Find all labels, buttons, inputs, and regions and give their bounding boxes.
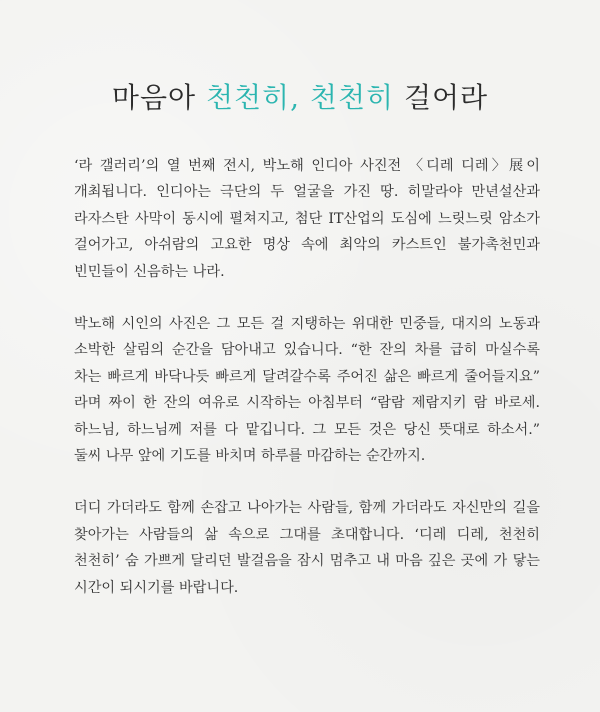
page-title — [0, 76, 600, 116]
paragraph-invitation: 더디 가더라도 함께 손잡고 나아가는 사람들, 함께 가더라도 자신만의 길을 찾아가는 사람들의 삶 속으로 그대를 초대합니다. ‘디레 디레, 천천히 천천히’ 숨 가쁘게 달리던 발걸음을 잠시 멈추고 내 마음 깊은 곳에 가 닿는 시간이 되시기를 바랍니다. — [74, 500, 540, 596]
paragraph-intro: ‘라 갤러리’의 열 번째 전시, 박노해 인디아 사진전 〈디레 디레〉展이 개최됩니다. 인디아는 극단의 두 얼굴을 가진 땅. 히말라야 만년설산과 라자스탄 사막이 동시에 펼쳐지고, 첨단 IT산업의 도심에 느릿느릿 암소가 걸어가고, 아쉬람의 고요한 명상 속에 최악의 카스트인 불가촉천민과 빈민들이 신음하는 나라. — [74, 158, 540, 280]
title-tail: 걸어라 — [394, 81, 489, 114]
paragraph-photos: 박노해 시인의 사진은 그 모든 걸 지탱하는 위대한 민중들, 대지의 노동과 소박한 살림의 순간을 담아내고 있습니다. “한 잔의 차를 급히 마실수록 차는 빠르게 바닥나듯 빠르게 달려갈수록 주어진 삶은 빠르게 줄어들지요” 라며 짜이 한 잔의 여유로 시작하는 아침부터 “람람 제람지키 람 바로세. 하느님, 하느님께 저를 다 맡깁니다. 그 모든 것은 당신 뜻대로 하소서.” 둘씨 나무 앞에 기도를 바치며 하루를 마감하는 순간까지. — [74, 316, 540, 465]
title-lead: 마음아 — [111, 81, 206, 114]
title-accent: 천천히, 천천히 — [205, 81, 395, 114]
body-text — [74, 153, 540, 627]
